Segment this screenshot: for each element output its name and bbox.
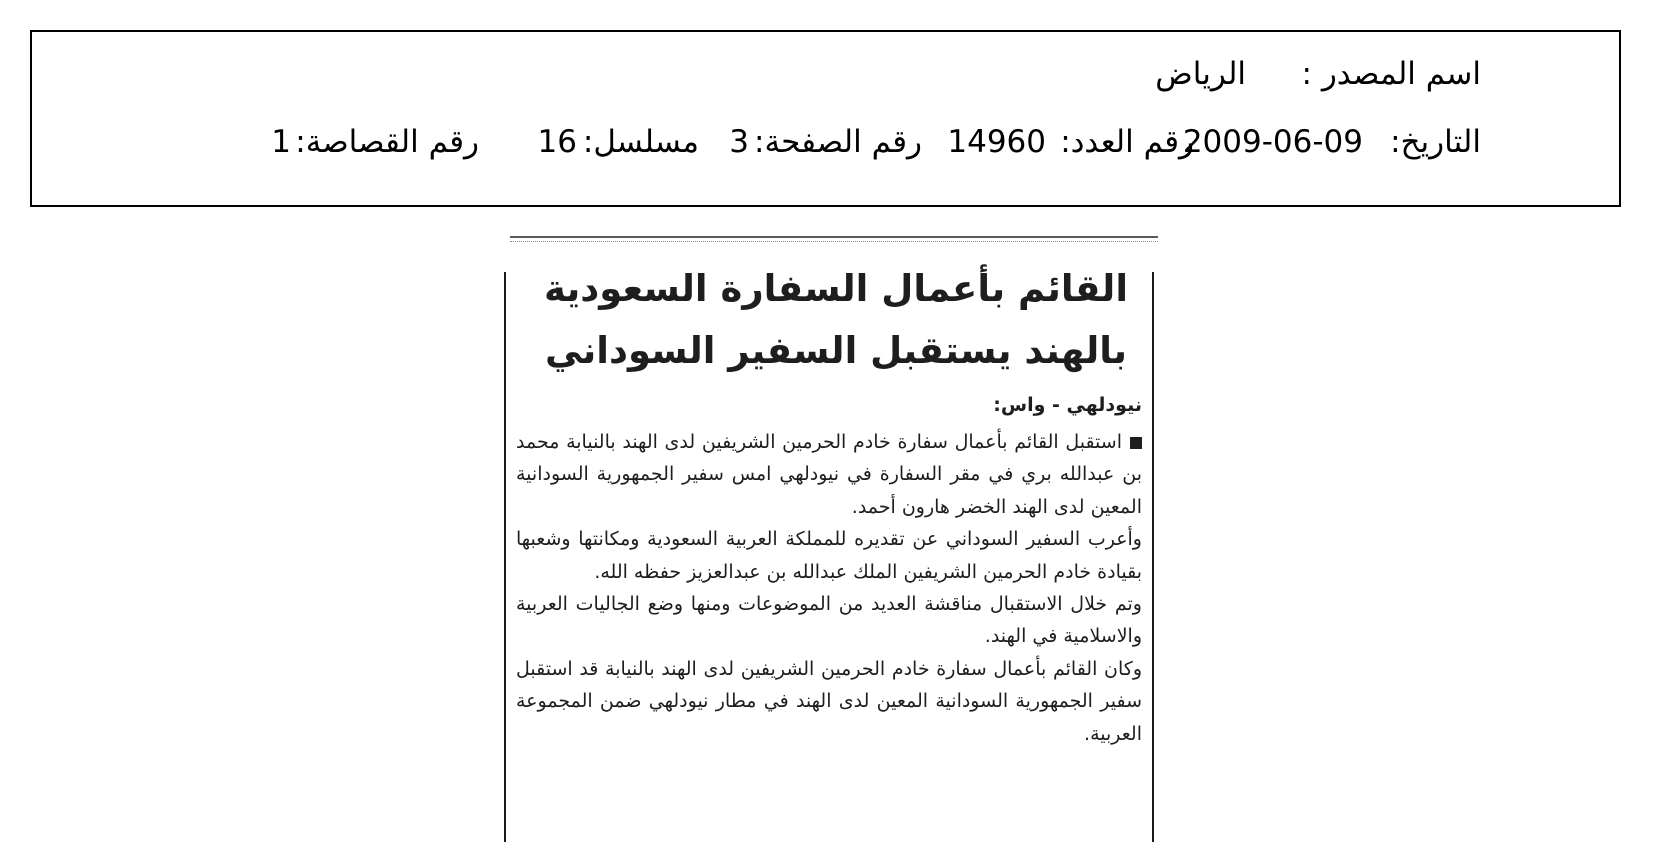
article-paragraph: وتم خلال الاستقبال مناقشة العديد من الموضوعات ومنها وضع الجاليات العربية والاسلامية في الهند. [516, 593, 1142, 648]
bullet-square-icon [1130, 437, 1142, 449]
clip-label: رقم القصاصة: [295, 124, 479, 160]
serial-value: 16 [537, 124, 577, 160]
clipping-right-border [1152, 272, 1154, 842]
article-body [516, 426, 1142, 750]
clipping-left-border [504, 272, 506, 842]
article-paragraph [516, 426, 1142, 523]
issue-value: 14960 [947, 124, 1046, 160]
page-label: رقم الصفحة: [754, 124, 922, 160]
clip-value: 1 [271, 124, 291, 160]
article-paragraph: وكان القائم بأعمال سفارة خادم الحرمين الشريفين لدى الهند بالنيابة قد استقبل سفير الجمهورية السودانية المعين لدى الهند في مطار نيودلهي ضمن المجموعة العربية. [516, 657, 1142, 745]
newspaper-clipping [496, 236, 1157, 841]
article-dateline: نيودلهي - واس: [993, 394, 1142, 416]
article-paragraph: وأعرب السفير السوداني عن تقديره للمملكة العربية السعودية ومكانتها وشعبها بقيادة خادم الحرمين الشريفين الملك عبدالله بن عبدالعزيز حفظه الله. [516, 528, 1142, 583]
page-value: 3 [729, 124, 749, 160]
headline-line-1: القائم بأعمال السفارة السعودية [543, 267, 1129, 310]
date-value: 2009-06-09 [1182, 124, 1363, 160]
clipping-top-rule [510, 236, 1158, 242]
issue-label: رقم العدد: [1060, 124, 1194, 160]
metadata-box [30, 30, 1621, 207]
source-value: الرياض [1155, 56, 1246, 92]
paragraph-text: استقبل القائم بأعمال سفارة خادم الحرمين الشريفين لدى الهند بالنيابة محمد بن عبدالله بري في مقر السفارة في نيودلهي امس سفير الجمهورية السودانية المعين لدى الهند الخضر هارون أحمد. [516, 431, 1142, 518]
source-label: اسم المصدر : [1301, 56, 1481, 92]
date-label: التاريخ: [1390, 124, 1481, 160]
headline-line-2: بالهند يستقبل السفير السوداني [544, 329, 1128, 372]
serial-label: مسلسل: [582, 124, 699, 160]
